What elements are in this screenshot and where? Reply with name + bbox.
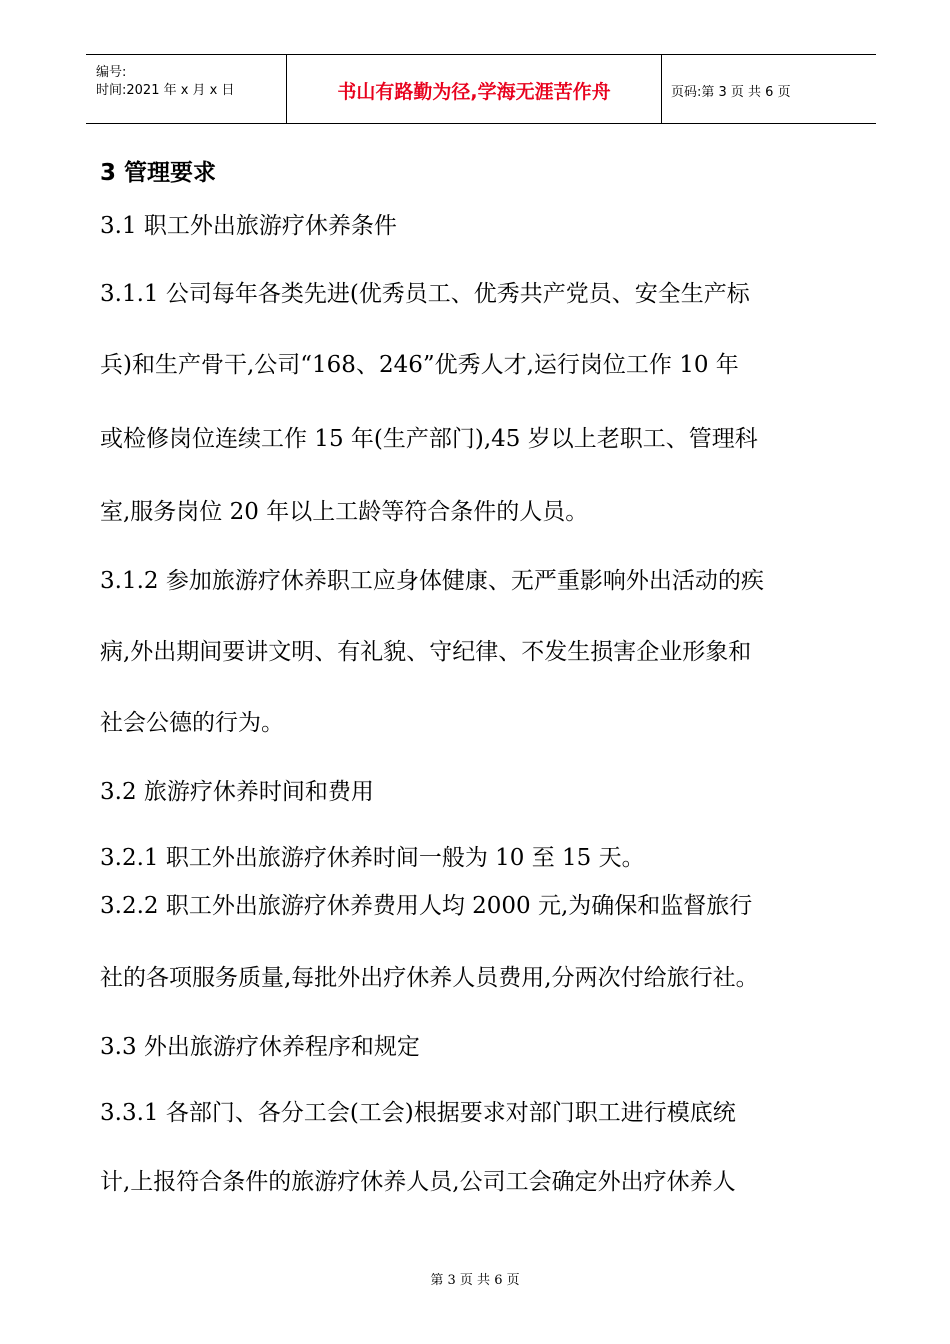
paragraph-3-1-1-line-2: 兵)和生产骨干,公司“168、246”优秀人才,运行岗位工作 10 年 [100,352,739,378]
paragraph-3-1-1-line-3: 或检修岗位连续工作 15 年(生产部门),45 岁以上老职工、管理科 [100,426,758,452]
paragraph-3-1-1-line-1: 3.1.1 公司每年各类先进(优秀员工、优秀共产党员、安全生产标 [100,281,750,307]
paragraph-3-2-1: 3.2.1 职工外出旅游疗休养时间一般为 10 至 15 天。 [100,845,645,871]
subsection-3-2: 3.2 旅游疗休养时间和费用 [100,779,374,805]
page-header [86,54,876,124]
header-motto-cell [286,55,662,123]
document-number-label: 编号: [96,65,127,80]
paragraph-3-1-2-line-3: 社会公德的行为。 [100,710,284,736]
header-page-label: 页码:第 3 页 共 6 页 [671,85,791,100]
subsection-3-3: 3.3 外出旅游疗休养程序和规定 [100,1034,420,1060]
paragraph-3-1-1-line-4: 室,服务岗位 20 年以上工龄等符合条件的人员。 [100,499,589,525]
header-left-cell [86,55,286,123]
subsection-3-1: 3.1 职工外出旅游疗休养条件 [100,213,397,239]
paragraph-3-3-1-line-1: 3.3.1 各部门、各分工会(工会)根据要求对部门职工进行模底统 [100,1100,736,1126]
document-time-label: 时间:2021 年 x 月 x 日 [96,83,235,98]
page-footer: 第 3 页 共 6 页 [430,1273,520,1288]
paragraph-3-1-2-line-1: 3.1.2 参加旅游疗休养职工应身体健康、无严重影响外出活动的疾 [100,568,764,594]
paragraph-3-2-2-line-2: 社的各项服务质量,每批外出疗休养人员费用,分两次付给旅行社。 [100,965,759,991]
header-motto: 书山有路勤为径,学海无涯苦作舟 [337,81,611,103]
section-title: 3 管理要求 [100,160,217,186]
paragraph-3-3-1-line-2: 计,上报符合条件的旅游疗休养人员,公司工会确定外出疗休养人 [100,1169,736,1195]
paragraph-3-1-2-line-2: 病,外出期间要讲文明、有礼貌、守纪律、不发生损害企业形象和 [100,639,752,665]
paragraph-3-2-2-line-1: 3.2.2 职工外出旅游疗休养费用人均 2000 元,为确保和监督旅行 [100,893,753,919]
header-right-cell [661,55,876,123]
